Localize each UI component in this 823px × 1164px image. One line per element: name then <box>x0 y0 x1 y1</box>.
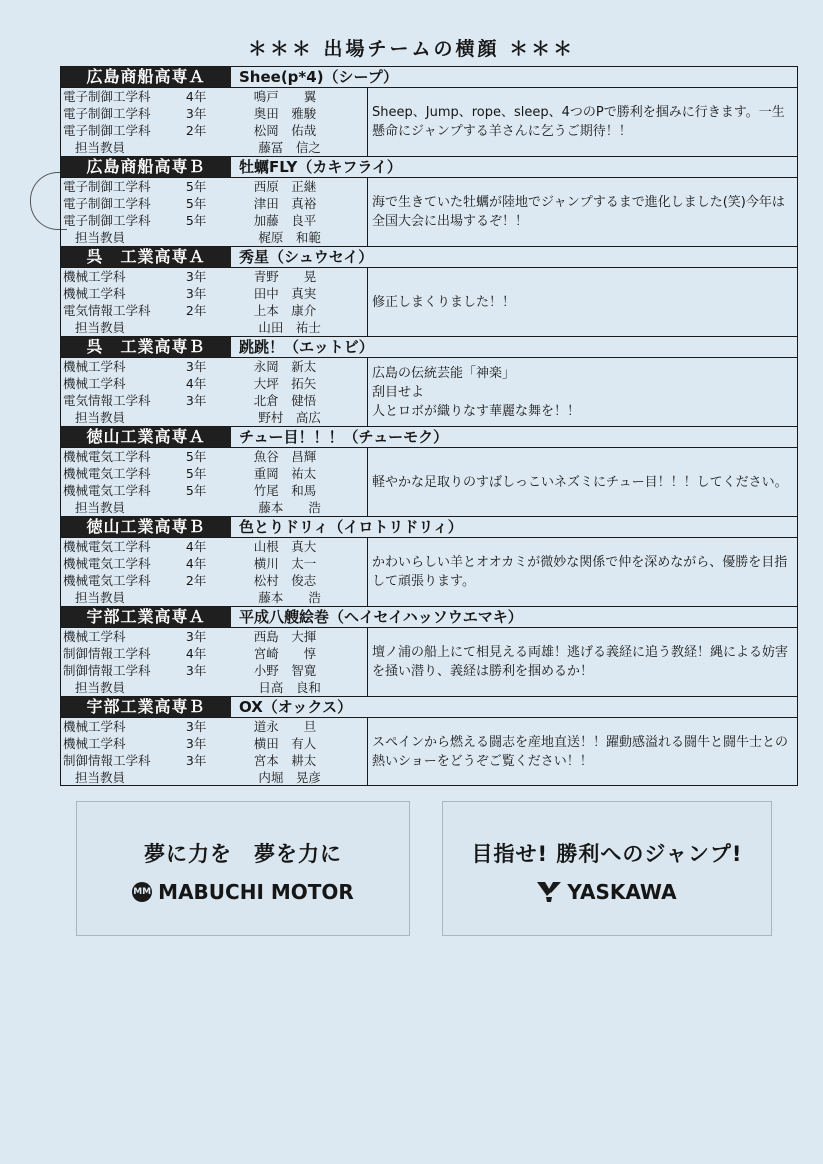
member-name: 宮本 耕太 <box>253 753 317 768</box>
team-header <box>61 697 797 718</box>
team-comment-text: 広島の伝統芸能「神楽」 刮目せよ 人とロボが織りなす華麗な舞を！！ <box>372 365 581 419</box>
member-year: 4年 <box>185 376 207 391</box>
team-block <box>60 426 798 516</box>
school-name: 徳山工業高専Ａ <box>61 427 231 447</box>
team-comment-text: 修正しまくりました！！ <box>372 294 516 310</box>
member-year: 3年 <box>185 393 207 408</box>
page-title: ＊＊＊ 出場チームの横顔 ＊＊＊ <box>247 38 576 60</box>
member-year: 5年 <box>185 179 207 194</box>
member-department: 制御情報工学科 <box>63 753 151 768</box>
team-block <box>60 246 798 336</box>
team-header <box>61 337 797 358</box>
team-body <box>61 88 797 156</box>
member-row <box>61 735 367 752</box>
member-row <box>61 392 367 409</box>
member-year: 4年 <box>185 539 207 554</box>
advisor-name: 山田 祐士 <box>258 320 321 335</box>
member-year: 4年 <box>185 556 207 571</box>
team-comment-text: 海で生きていた牡蠣が陸地でジャンプするまで進化しました(笑)今年は全国大会に出場するぞ！！ <box>372 195 785 229</box>
sponsor-slogan: 夢に力を 夢を力に <box>144 842 342 866</box>
advisor-spacer <box>193 139 245 156</box>
school-name: 広島商船高専Ｂ <box>61 157 231 177</box>
advisor-name: 梶原 和範 <box>258 230 321 245</box>
member-name: 上本 康介 <box>253 303 317 318</box>
advisor-label: 担当教員 <box>75 590 126 605</box>
member-year: 5年 <box>185 449 207 464</box>
member-row <box>61 448 367 465</box>
advisor-name: 野村 高広 <box>258 410 321 425</box>
team-name: 秀星（シュウセイ） <box>239 248 374 266</box>
member-department: 機械工学科 <box>63 269 126 284</box>
team-comment <box>368 538 797 606</box>
member-row <box>61 302 367 319</box>
team-name: 牡蠣FLY（カキフライ） <box>239 158 402 176</box>
member-row <box>61 718 367 735</box>
member-row <box>61 628 367 645</box>
member-department: 機械電気工学科 <box>63 449 151 464</box>
yaskawa-logo-text: YASKAWA <box>567 880 677 904</box>
member-year: 3年 <box>185 663 207 678</box>
team-body <box>61 268 797 336</box>
member-department: 電気情報工学科 <box>63 303 151 318</box>
member-department: 制御情報工学科 <box>63 646 151 661</box>
member-name: 西原 正継 <box>253 179 317 194</box>
member-year: 4年 <box>185 89 207 104</box>
team-comment <box>368 178 797 246</box>
member-list <box>61 88 368 156</box>
member-year: 3年 <box>185 629 207 644</box>
member-year: 5年 <box>185 213 207 228</box>
member-department: 電子制御工学科 <box>63 89 151 104</box>
advisor-spacer <box>193 229 245 246</box>
member-department: 電子制御工学科 <box>63 106 151 121</box>
school-name: 宇部工業高専Ｂ <box>61 697 231 717</box>
member-row <box>61 358 367 375</box>
member-list <box>61 268 368 336</box>
team-comment-text: Sheep、Jump、rope、sleep、4つのPで勝利を掴みに行きます。一生懸命にジャンプする羊さんに乞うご期待！！ <box>372 105 785 139</box>
member-row <box>61 375 367 392</box>
mabuchi-logo-text: MABUCHI MOTOR <box>158 880 354 904</box>
team-body <box>61 538 797 606</box>
member-row <box>61 122 367 139</box>
member-year: 3年 <box>185 269 207 284</box>
mabuchi-mark-icon: MM <box>132 882 152 902</box>
team-block <box>60 66 798 156</box>
member-name: 竹尾 和馬 <box>253 483 317 498</box>
member-row <box>61 752 367 769</box>
member-department: 機械電気工学科 <box>63 483 151 498</box>
advisor-label: 担当教員 <box>75 410 126 425</box>
member-list <box>61 538 368 606</box>
mabuchi-logo <box>77 880 409 904</box>
member-name: 鳴戸 翼 <box>253 89 317 104</box>
member-year: 5年 <box>185 483 207 498</box>
member-department: 機械電気工学科 <box>63 573 151 588</box>
team-name: Shee(p*4)（シープ） <box>239 68 398 86</box>
member-department: 機械工学科 <box>63 359 126 374</box>
member-department: 電気情報工学科 <box>63 393 151 408</box>
member-year: 4年 <box>185 646 207 661</box>
advisor-row <box>61 229 367 246</box>
advisor-label: 担当教員 <box>75 230 126 245</box>
member-year: 3年 <box>185 106 207 121</box>
advisor-spacer <box>193 589 245 606</box>
advisor-row <box>61 319 367 336</box>
team-header <box>61 67 797 88</box>
member-row <box>61 212 367 229</box>
member-row <box>61 195 367 212</box>
member-name: 重岡 祐太 <box>253 466 317 481</box>
member-list <box>61 358 368 426</box>
team-comment <box>368 358 797 426</box>
sponsor-box-yaskawa <box>442 801 772 936</box>
member-department: 電子制御工学科 <box>63 179 151 194</box>
sponsor-slogan: 目指せ! 勝利へのジャンプ! <box>471 842 743 866</box>
member-name: 永岡 新太 <box>253 359 317 374</box>
member-name: 北倉 健悟 <box>253 393 317 408</box>
member-row <box>61 538 367 555</box>
member-year: 3年 <box>185 753 207 768</box>
member-year: 2年 <box>185 123 207 138</box>
member-name: 横川 太一 <box>253 556 317 571</box>
advisor-label: 担当教員 <box>75 320 126 335</box>
member-year: 3年 <box>185 736 207 751</box>
team-comment-text: かわいらしい羊とオオカミが微妙な関係で仲を深めながら、優勝を目指して頑張ります。 <box>372 555 788 589</box>
school-name: 徳山工業高専Ｂ <box>61 517 231 537</box>
member-name: 道永 旦 <box>253 719 317 734</box>
member-year: 3年 <box>185 286 207 301</box>
advisor-name: 日高 良和 <box>258 680 321 695</box>
team-header <box>61 607 797 628</box>
member-row <box>61 178 367 195</box>
member-name: 加藤 良平 <box>253 213 317 228</box>
member-department: 機械電気工学科 <box>63 539 151 554</box>
member-row <box>61 572 367 589</box>
team-block <box>60 606 798 696</box>
team-roster-table <box>60 66 798 786</box>
team-comment <box>368 88 797 156</box>
member-name: 宮崎 惇 <box>253 646 317 661</box>
advisor-spacer <box>193 499 245 516</box>
team-body <box>61 358 797 426</box>
member-name: 大坪 拓矢 <box>253 376 317 391</box>
advisor-row <box>61 679 367 696</box>
member-name: 山根 真大 <box>253 539 317 554</box>
advisor-row <box>61 499 367 516</box>
team-body <box>61 448 797 516</box>
team-block <box>60 156 798 246</box>
advisor-row <box>61 409 367 426</box>
team-name: 色とりドリィ（イロトリドリィ） <box>239 518 463 536</box>
member-department: 機械工学科 <box>63 376 126 391</box>
team-comment <box>368 448 797 516</box>
team-body <box>61 718 797 786</box>
member-name: 青野 晃 <box>253 269 317 284</box>
team-comment-text: スペインから燃える闘志を産地直送！！躍動感溢れる闘牛と闘牛士との熱いショーをどうぞご覧ください！！ <box>372 735 789 769</box>
member-row <box>61 88 367 105</box>
advisor-name: 内堀 晃彦 <box>258 770 321 785</box>
member-name: 横田 有人 <box>253 736 317 751</box>
member-department: 機械電気工学科 <box>63 556 151 571</box>
school-name: 呉 工業高専Ａ <box>61 247 231 267</box>
member-list <box>61 628 368 696</box>
member-row <box>61 662 367 679</box>
member-row <box>61 268 367 285</box>
advisor-spacer <box>193 679 245 696</box>
member-year: 2年 <box>185 303 207 318</box>
team-block <box>60 696 798 786</box>
member-department: 電子制御工学科 <box>63 196 151 211</box>
member-name: 津田 真裕 <box>253 196 317 211</box>
member-list <box>61 178 368 246</box>
team-comment <box>368 718 797 786</box>
yaskawa-mark-icon <box>537 882 561 902</box>
member-name: 松岡 佑哉 <box>253 123 317 138</box>
member-row <box>61 105 367 122</box>
member-row <box>61 465 367 482</box>
team-name: チュー目！！！（チューモク） <box>239 428 449 446</box>
team-block <box>60 336 798 426</box>
advisor-spacer <box>193 409 245 426</box>
team-name: OX（オックス） <box>239 698 353 716</box>
team-name: 跳跳！（エットビ） <box>239 338 374 356</box>
yaskawa-logo <box>443 880 771 904</box>
member-department: 機械工学科 <box>63 719 126 734</box>
advisor-label: 担当教員 <box>75 770 126 785</box>
member-name: 松村 俊志 <box>253 573 317 588</box>
member-row <box>61 482 367 499</box>
team-comment <box>368 268 797 336</box>
advisor-name: 藤冨 信之 <box>258 140 321 155</box>
member-list <box>61 718 368 786</box>
team-header <box>61 157 797 178</box>
team-comment <box>368 628 797 696</box>
team-comment-text: 軽やかな足取りのすばしっこいネズミにチュー目！！！してください。 <box>372 474 788 490</box>
advisor-row <box>61 139 367 156</box>
member-name: 小野 智寛 <box>253 663 317 678</box>
member-department: 電子制御工学科 <box>63 213 151 228</box>
team-name: 平成八艘絵巻（ヘイセイハッソウエマキ） <box>239 608 523 626</box>
member-name: 西島 大揮 <box>253 629 317 644</box>
team-header <box>61 427 797 448</box>
member-row <box>61 285 367 302</box>
team-block <box>60 516 798 606</box>
team-body <box>61 178 797 246</box>
member-year: 3年 <box>185 359 207 374</box>
member-year: 2年 <box>185 573 207 588</box>
member-name: 奥田 雅駿 <box>253 106 317 121</box>
advisor-label: 担当教員 <box>75 500 126 515</box>
team-comment-text: 壇ノ浦の船上にて相見える両雄！逃げる義経に追う教経！縄による妨害を掻い潜り、義経は勝利を掴めるか！ <box>372 645 789 679</box>
advisor-label: 担当教員 <box>75 140 126 155</box>
school-name: 宇部工業高専Ａ <box>61 607 231 627</box>
member-department: 電子制御工学科 <box>63 123 151 138</box>
member-year: 5年 <box>185 466 207 481</box>
member-department: 機械工学科 <box>63 736 126 751</box>
advisor-row <box>61 589 367 606</box>
member-list <box>61 448 368 516</box>
member-department: 制御情報工学科 <box>63 663 151 678</box>
advisor-label: 担当教員 <box>75 680 126 695</box>
school-name: 広島商船高専Ａ <box>61 67 231 87</box>
member-department: 機械工学科 <box>63 286 126 301</box>
team-body <box>61 628 797 696</box>
advisor-spacer <box>193 769 245 786</box>
team-header <box>61 247 797 268</box>
member-year: 5年 <box>185 196 207 211</box>
member-department: 機械電気工学科 <box>63 466 151 481</box>
member-department: 機械工学科 <box>63 629 126 644</box>
member-name: 魚谷 昌輝 <box>253 449 317 464</box>
team-header <box>61 517 797 538</box>
advisor-spacer <box>193 319 245 336</box>
advisor-name: 藤本 浩 <box>258 500 321 515</box>
member-row <box>61 555 367 572</box>
member-year: 3年 <box>185 719 207 734</box>
member-name: 田中 真実 <box>253 286 317 301</box>
school-name: 呉 工業高専Ｂ <box>61 337 231 357</box>
advisor-row <box>61 769 367 786</box>
sponsor-box-mabuchi <box>76 801 410 936</box>
advisor-name: 藤本 浩 <box>258 590 321 605</box>
member-row <box>61 645 367 662</box>
